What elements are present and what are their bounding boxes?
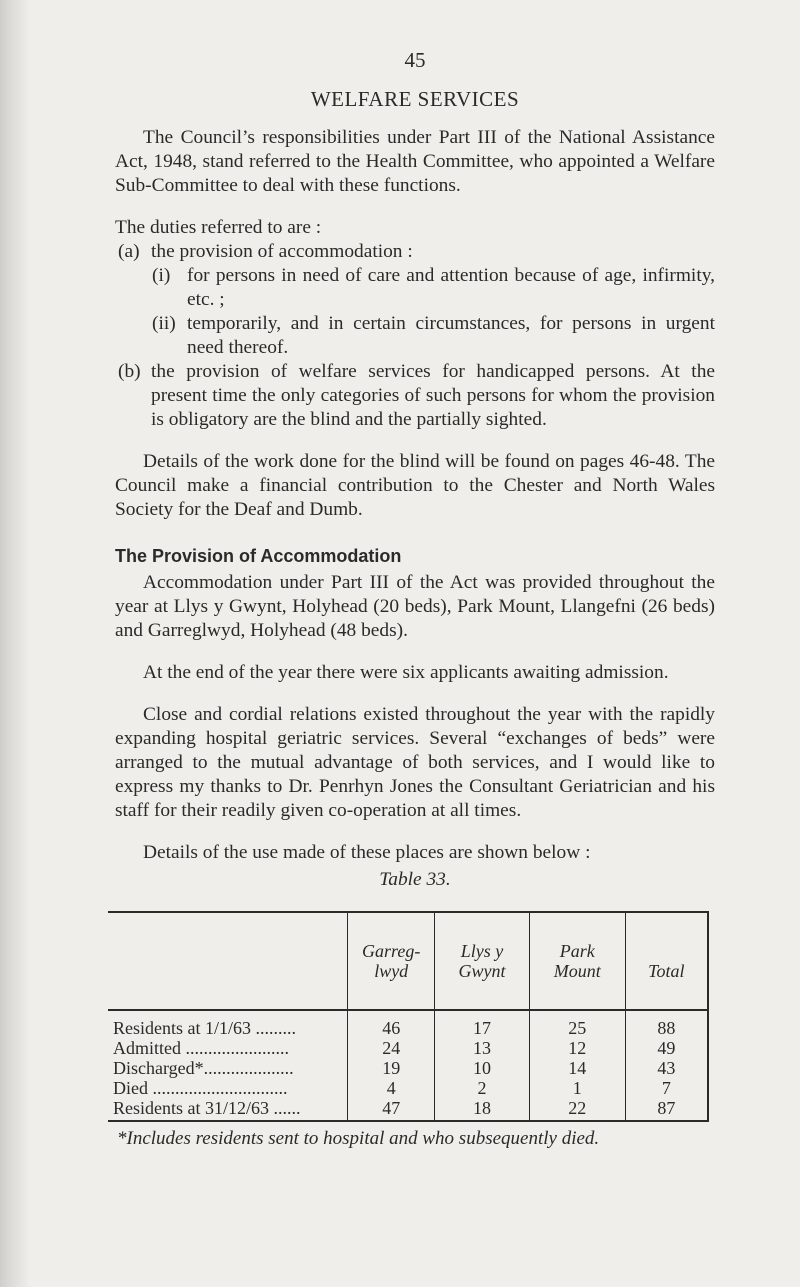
cell-value: 87 [625, 1098, 708, 1121]
page-title: WELFARE SERVICES [310, 87, 520, 111]
page-number: 45 [404, 48, 426, 72]
duty-item-i [152, 264, 715, 312]
row-label: Discharged*.................... [113, 1058, 294, 1078]
cell-value: 13 [435, 1038, 530, 1058]
applicants-paragraph: At the end of the year there were six applicants awaiting admission. [143, 662, 669, 683]
duty-item-ii [152, 312, 715, 360]
cell-value: 17 [435, 1010, 530, 1038]
table-row [108, 1098, 708, 1121]
cell-value: 47 [348, 1098, 435, 1121]
cell-value: 49 [625, 1038, 708, 1058]
cell-value: 19 [348, 1058, 435, 1078]
duty-text-ii: temporarily, and in certain circumstances, for persons in urgent need thereof. [187, 313, 715, 358]
cell-value: 1 [529, 1078, 625, 1098]
duty-text-i: for persons in need of care and attention because of age, infirmity, etc. ; [187, 265, 715, 310]
table-header-garreglwyd: Garreg- lwyd [348, 912, 435, 1010]
cell-value: 43 [625, 1058, 708, 1078]
details-use-paragraph: Details of the use made of these places are shown below : [143, 842, 591, 863]
table-row [108, 1038, 708, 1058]
document-page [115, 48, 715, 1150]
table-header-llys-y-gwynt: Llys y Gwynt [435, 912, 530, 1010]
row-label: Admitted ....................... [113, 1038, 289, 1058]
table-footnote: *Includes residents sent to hospital and who subsequently died. [117, 1128, 600, 1149]
duty-text-a: the provision of accommodation : [151, 241, 413, 262]
table-header-total: Total [625, 912, 708, 1010]
cell-value: 18 [435, 1098, 530, 1121]
relations-paragraph: Close and cordial relations existed throughout the year with the rapidly expanding hospital geriatric services. Several “exchanges of beds” were arranged to the mutual advantage of both services, and I would like to express my thanks to Dr. Penrhyn Jones the Consultant Geriatrician and his staff for their readily given co-operation at all times. [115, 704, 715, 821]
accommodation-paragraph: Accommodation under Part III of the Act was provided throughout the year at Llys y Gwynt, Holyhead (20 beds), Park Mount, Llangefni (26 beds) and Garreglwyd, Holyhead (48 beds). [115, 572, 715, 641]
cell-value: 22 [529, 1098, 625, 1121]
table-header-park-mount: Park Mount [529, 912, 625, 1010]
blind-details-paragraph: Details of the work done for the blind will be found on pages 46-48. The Council make a financial contribution to the Chester and North Wales Society for the Deaf and Dumb. [115, 451, 715, 520]
page-edge-shadow [0, 0, 30, 1287]
row-label: Died .............................. [113, 1078, 288, 1098]
intro-paragraph: The Council’s responsibilities under Part III of the National Assistance Act, 1948, stand referred to the Health Committee, who appointed a Welfare Sub-Committee to deal with these functions. [115, 127, 715, 196]
duty-text-b: the provision of welfare services for handicapped persons. At the present time the only categories of such persons for whom the provision is obligatory are the blind and the partially sighted. [151, 361, 715, 430]
cell-value: 10 [435, 1058, 530, 1078]
cell-value: 46 [348, 1010, 435, 1038]
table-row [108, 1058, 708, 1078]
residents-table [108, 911, 709, 1122]
cell-value: 4 [348, 1078, 435, 1098]
cell-value: 2 [435, 1078, 530, 1098]
duty-marker-i: (i) [152, 265, 171, 286]
duty-marker-ii: (ii) [152, 313, 176, 334]
table-caption: Table 33. [379, 869, 451, 890]
duty-marker-a: (a) [118, 241, 140, 262]
section-heading: The Provision of Accommodation [115, 546, 402, 566]
cell-value: 12 [529, 1038, 625, 1058]
duty-item-b [118, 360, 715, 432]
table-header-row [108, 912, 708, 1010]
row-label: Residents at 31/12/63 ...... [108, 1098, 348, 1121]
duties-intro: The duties referred to are : [115, 217, 322, 238]
cell-value: 7 [625, 1078, 708, 1098]
row-label: Residents at 1/1/63 ......... [113, 1018, 296, 1038]
cell-value: 88 [625, 1010, 708, 1038]
cell-value: 24 [348, 1038, 435, 1058]
table-row [108, 1078, 708, 1098]
table-row [108, 1010, 708, 1038]
table-header-blank [108, 912, 348, 1010]
duty-item-a [118, 240, 715, 264]
duty-marker-b: (b) [118, 361, 141, 382]
cell-value: 14 [529, 1058, 625, 1078]
cell-value: 25 [529, 1010, 625, 1038]
